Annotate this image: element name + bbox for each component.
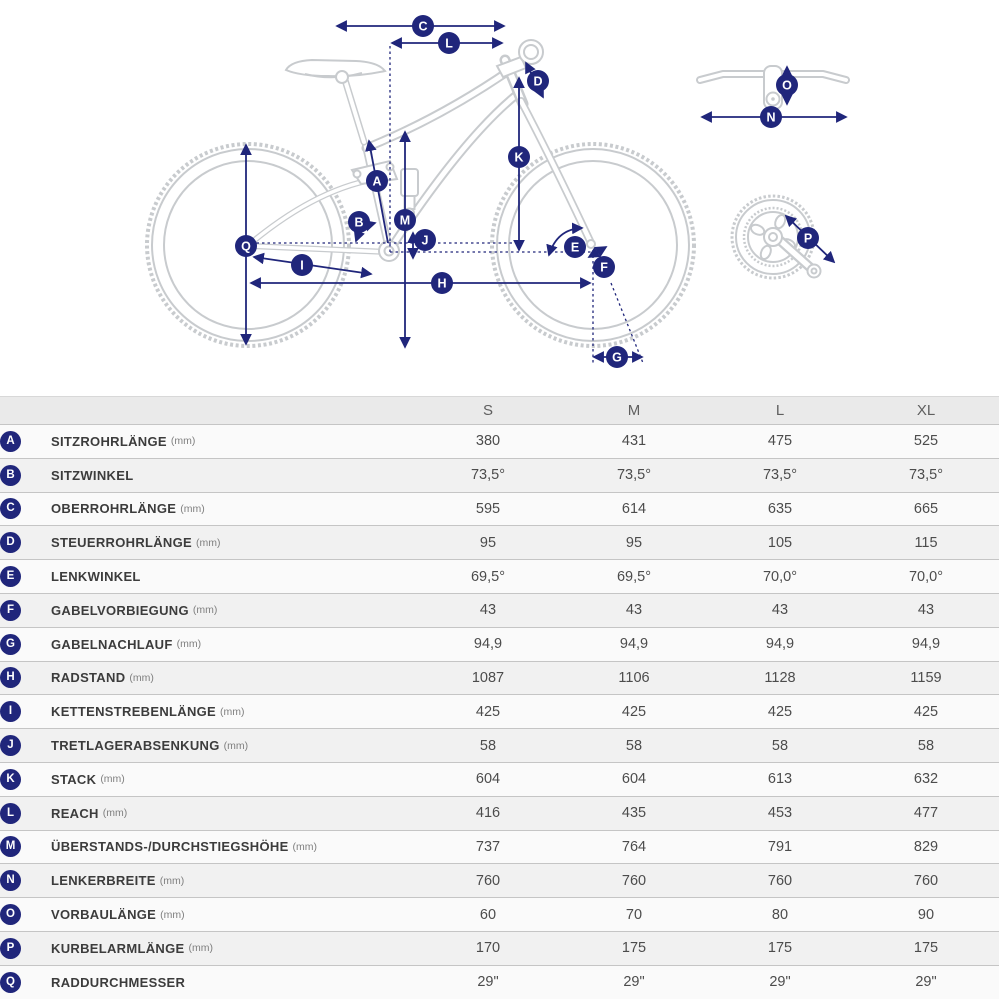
table-row: [0, 864, 999, 898]
marker-H: [431, 272, 453, 294]
row-value: 58: [625, 737, 643, 754]
svg-text:L: L: [445, 36, 453, 51]
row-value: 760: [767, 872, 793, 889]
table-row: [0, 661, 999, 695]
row-label-cell: [0, 661, 415, 695]
row-value: 665: [913, 500, 939, 517]
header-empty-cell: [0, 397, 415, 425]
table-row: [0, 898, 999, 932]
row-value: 595: [475, 500, 501, 517]
row-value: 632: [913, 771, 939, 788]
row-value: 431: [621, 433, 647, 450]
row-value: 60: [479, 906, 497, 923]
row-value: 43: [625, 602, 643, 619]
row-value: 95: [479, 534, 497, 551]
svg-text:I: I: [300, 258, 304, 273]
row-value: 70,0°: [908, 568, 944, 585]
row-value: 95: [625, 534, 643, 551]
table-row: [0, 931, 999, 965]
table-row: [0, 695, 999, 729]
svg-text:C: C: [418, 19, 428, 34]
bike-geometry-diagram: [0, 0, 999, 396]
row-value: 1106: [618, 669, 650, 686]
row-label: ÜBERSTANDS-/DURCHSTIEGSHÖHE: [51, 839, 289, 855]
row-label: REACH: [51, 805, 99, 821]
dim-A-seattube: [369, 141, 388, 243]
row-label-cell: [0, 864, 415, 898]
row-value: 380: [475, 433, 501, 450]
row-value: 29": [769, 974, 791, 991]
svg-text:M: M: [399, 213, 411, 228]
row-value: 477: [913, 805, 939, 822]
row-value: 760: [913, 872, 939, 889]
row-value: 737: [475, 838, 501, 855]
table-row: [0, 560, 999, 594]
row-label: TRETLAGERABSENKUNG: [51, 738, 220, 754]
row-label: KURBELARMLÄNGE: [51, 940, 185, 956]
row-value: 613: [767, 771, 793, 788]
row-marker-badge: O: [0, 904, 21, 925]
row-value: 70,0°: [762, 568, 798, 585]
row-value: 115: [914, 534, 938, 551]
row-value: 73,5°: [616, 467, 652, 484]
table-row: [0, 965, 999, 999]
row-label-cell: [0, 898, 415, 932]
geometry-table: [0, 396, 999, 999]
saddle: [286, 60, 385, 83]
row-value: 73,5°: [470, 467, 506, 484]
row-label-cell: [0, 830, 415, 864]
svg-text:H: H: [437, 276, 447, 291]
row-value: 80: [771, 906, 789, 923]
table-row: [0, 796, 999, 830]
row-value: 43: [771, 602, 789, 619]
row-label-cell: [0, 458, 415, 492]
row-value: 525: [913, 433, 939, 450]
row-value: 1128: [764, 669, 796, 686]
marker-I: [291, 254, 313, 276]
row-unit: (mm): [129, 671, 154, 684]
row-value: 73,5°: [908, 467, 944, 484]
marker-C: [412, 15, 434, 37]
row-marker-badge: J: [0, 735, 21, 756]
row-value: 791: [767, 838, 793, 855]
row-value: 764: [621, 838, 647, 855]
svg-text:G: G: [612, 350, 622, 365]
marker-B: [348, 211, 370, 233]
row-value: 70: [625, 906, 643, 923]
row-label: VORBAULÄNGE: [51, 907, 157, 923]
row-value: 175: [621, 940, 647, 957]
marker-Q: [235, 235, 257, 257]
row-label-cell: [0, 593, 415, 627]
row-marker-badge: I: [0, 701, 21, 722]
row-value: 29": [623, 974, 645, 991]
row-label: STACK: [51, 771, 97, 787]
row-label-cell: [0, 762, 415, 796]
row-label-cell: [0, 627, 415, 661]
row-unit: (mm): [188, 942, 213, 955]
svg-text:K: K: [514, 150, 524, 165]
row-value: 760: [621, 872, 647, 889]
row-value: 604: [621, 771, 647, 788]
row-label: LENKWINKEL: [51, 569, 141, 585]
row-marker-badge: B: [0, 465, 21, 486]
row-value: 614: [621, 500, 647, 517]
row-value: 829: [913, 838, 939, 855]
svg-text:N: N: [766, 110, 776, 125]
geometry-table-body: [0, 425, 999, 999]
row-value: 58: [771, 737, 789, 754]
row-unit: (mm): [176, 638, 202, 651]
bottom-bracket-axle: [385, 247, 394, 256]
svg-text:F: F: [600, 260, 608, 275]
row-value: 760: [475, 872, 501, 889]
row-marker-badge: K: [0, 769, 21, 790]
svg-text:J: J: [421, 233, 429, 248]
row-value: 1159: [910, 669, 942, 686]
row-label: OBERROHRLÄNGE: [51, 501, 177, 517]
row-value: 175: [767, 940, 793, 957]
svg-text:O: O: [782, 78, 792, 93]
marker-P: [797, 227, 819, 249]
marker-A: [366, 170, 388, 192]
row-marker-badge: A: [0, 431, 21, 452]
header-size-m: M: [627, 402, 641, 419]
row-value: 94,9: [619, 636, 649, 653]
marker-N: [760, 106, 782, 128]
row-marker-badge: G: [0, 634, 21, 655]
row-unit: (mm): [196, 536, 221, 549]
row-value: 105: [767, 534, 793, 551]
row-label: GABELVORBIEGUNG: [51, 602, 189, 618]
row-value: 416: [475, 805, 501, 822]
row-unit: (mm): [100, 773, 125, 786]
svg-text:P: P: [803, 231, 813, 246]
row-unit: (mm): [180, 502, 205, 515]
row-marker-badge: C: [0, 498, 21, 519]
row-value: 29": [477, 974, 499, 991]
row-value: 435: [621, 805, 647, 822]
marker-D: [527, 70, 549, 92]
row-value: 94,9: [473, 636, 503, 653]
table-row: [0, 492, 999, 526]
row-label: RADSTAND: [51, 670, 126, 686]
row-label: KETTENSTREBENLÄNGE: [51, 704, 217, 720]
row-label-cell: [0, 492, 415, 526]
marker-K: [508, 146, 530, 168]
bike-frame-drawing: [147, 40, 846, 346]
row-unit: (mm): [160, 908, 185, 921]
row-value: 425: [621, 703, 647, 720]
row-marker-badge: H: [0, 667, 21, 688]
handlebar-top-view: [700, 66, 846, 109]
table-row: [0, 627, 999, 661]
row-unit: (mm): [159, 874, 185, 887]
row-value: 475: [767, 433, 793, 450]
geometry-table-header: [0, 397, 999, 425]
row-value: 453: [767, 805, 793, 822]
row-label: RADDURCHMESSER: [51, 974, 186, 990]
row-label-cell: [0, 796, 415, 830]
row-value: 69,5°: [470, 568, 506, 585]
table-row: [0, 593, 999, 627]
row-value: 58: [479, 737, 497, 754]
row-label: LENKERBREITE: [51, 873, 156, 889]
marker-J: [414, 229, 436, 251]
marker-L: [438, 32, 460, 54]
row-label-cell: [0, 425, 415, 459]
marker-F: [593, 256, 615, 278]
row-marker-badge: N: [0, 870, 21, 891]
row-marker-badge: D: [0, 532, 21, 553]
row-label-cell: [0, 965, 415, 999]
row-marker-badge: F: [0, 600, 21, 621]
row-value: 425: [475, 703, 501, 720]
row-value: 604: [475, 771, 501, 788]
svg-text:Q: Q: [241, 239, 251, 254]
svg-text:B: B: [354, 215, 364, 230]
size-header-row: [0, 397, 999, 425]
row-value: 69,5°: [616, 568, 652, 585]
header-size-s: S: [482, 402, 493, 419]
row-marker-badge: L: [0, 803, 21, 824]
row-value: 425: [767, 703, 793, 720]
row-label: GABELNACHLAUF: [51, 636, 173, 652]
row-marker-badge: E: [0, 566, 21, 587]
table-row: [0, 830, 999, 864]
table-row: [0, 425, 999, 459]
row-label-cell: [0, 695, 415, 729]
svg-text:E: E: [570, 240, 580, 255]
table-row: [0, 729, 999, 763]
row-value: 94,9: [765, 636, 795, 653]
row-value: 29": [915, 974, 937, 991]
row-unit: (mm): [292, 840, 318, 853]
svg-text:A: A: [372, 174, 382, 189]
row-value: 94,9: [911, 636, 941, 653]
row-marker-badge: Q: [0, 972, 21, 993]
header-size-xl: XL: [916, 402, 936, 419]
row-value: 170: [475, 940, 501, 957]
row-value: 425: [913, 703, 939, 720]
row-value: 43: [917, 602, 935, 619]
marker-G: [606, 346, 628, 368]
row-label-cell: [0, 560, 415, 594]
row-unit: (mm): [192, 604, 218, 617]
row-value: 90: [917, 906, 935, 923]
table-row: [0, 762, 999, 796]
row-value: 175: [913, 940, 939, 957]
svg-text:D: D: [533, 74, 543, 89]
row-label: STEUERROHRLÄNGE: [51, 535, 193, 551]
table-row: [0, 526, 999, 560]
header-size-l: L: [775, 402, 785, 419]
row-value: 635: [767, 500, 793, 517]
marker-E: [564, 236, 586, 258]
row-label-cell: [0, 729, 415, 763]
row-value: 1087: [471, 669, 505, 686]
marker-O: [776, 74, 798, 96]
row-unit: (mm): [170, 435, 196, 448]
row-unit: (mm): [223, 739, 249, 752]
row-unit: (mm): [220, 705, 245, 718]
marker-M: [394, 209, 416, 231]
row-marker-badge: M: [0, 836, 21, 857]
row-label: SITZROHRLÄNGE: [51, 433, 167, 449]
row-marker-badge: P: [0, 938, 21, 959]
row-label: SITZWINKEL: [51, 467, 134, 483]
row-value: 73,5°: [762, 467, 798, 484]
row-label-cell: [0, 931, 415, 965]
row-value: 43: [479, 602, 497, 619]
front-dropout: [587, 240, 595, 248]
row-unit: (mm): [102, 807, 128, 820]
row-value: 58: [917, 737, 935, 754]
row-label-cell: [0, 526, 415, 560]
table-row: [0, 458, 999, 492]
